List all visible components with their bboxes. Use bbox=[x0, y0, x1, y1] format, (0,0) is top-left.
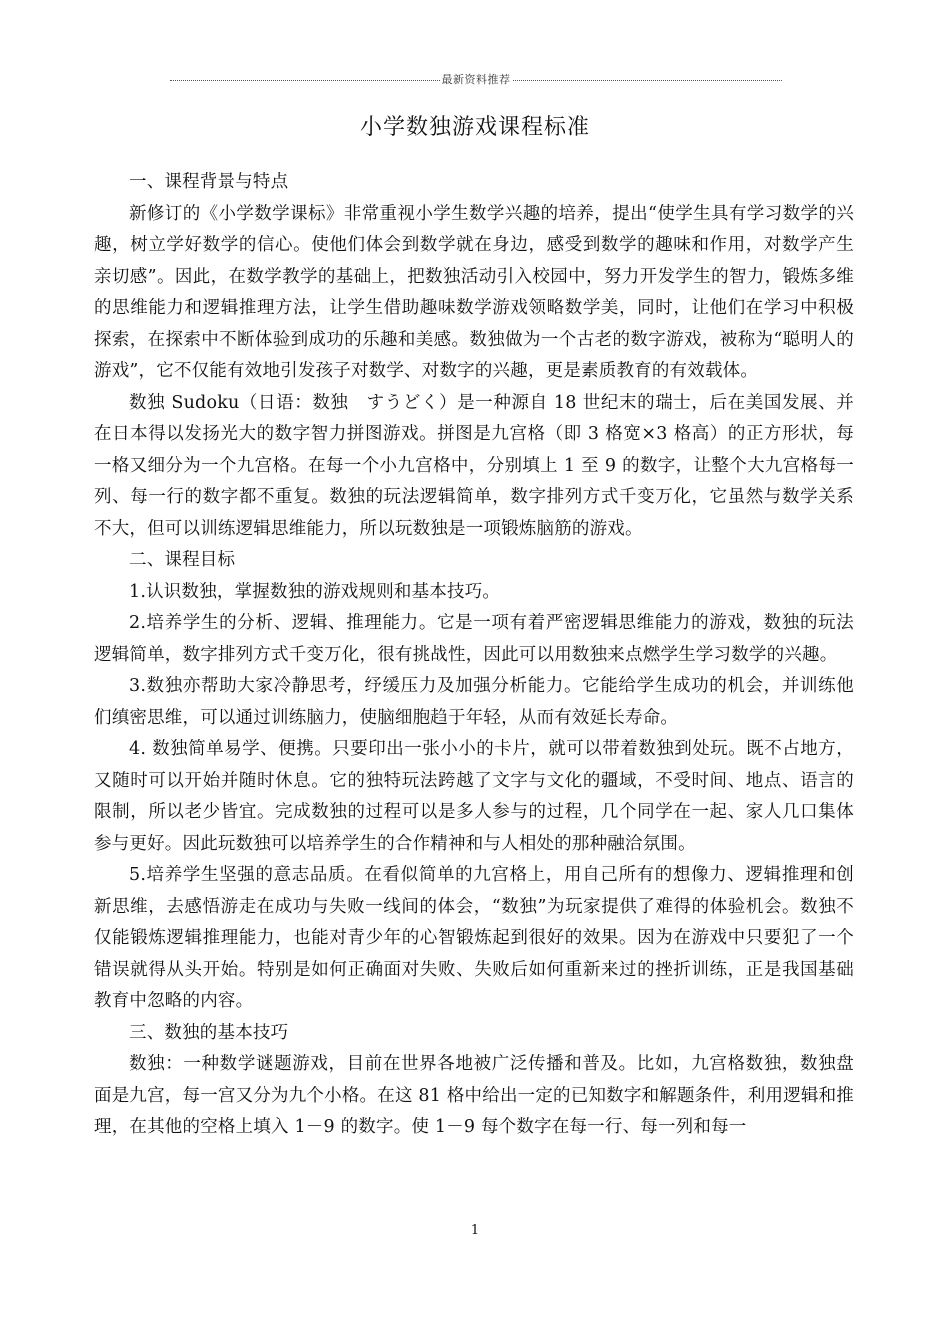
page-number: 1 bbox=[470, 1223, 480, 1238]
header-dotted-line-right bbox=[513, 80, 783, 81]
section-heading-3: 三、数独的基本技巧 bbox=[129, 1022, 289, 1043]
goal-item-1: 1.认识数独，掌握数独的游戏规则和基本技巧。 bbox=[129, 581, 501, 602]
document-body bbox=[94, 167, 854, 1144]
section-heading-2: 二、课程目标 bbox=[129, 550, 236, 570]
goal-item-5: 5.培养学生坚强的意志品质。在看似简单的九宫格上，用自己所有的想像力、逻辑推理和创新思维，去感悟游走在成功与失败一线间的体会，“数独”为玩家提供了难得的体验机会。数独不仅能锻炼逻辑推理能力，也能对青少年的心智锻炼起到很好的效果。因为在游戏中只要犯了一个错误就得从头开始。特别是如何正确面对失败、失败后如何重新来过的挫折训练，正是我国基础教育中忽略的内容。 bbox=[94, 865, 854, 1011]
goal-item-3: 3.数独亦帮助大家冷静思考，纾缓压力及加强分析能力。它能给学生成功的机会，并训练他们缜密思维，可以通过训练脑力，使脑细胞趋于年轻，从而有效延长寿命。 bbox=[94, 676, 854, 728]
paragraph: 数独 Sudoku（日语：数独 すうどく）是一种源自 18 世纪末的瑞士，后在美国发展、并在日本得以发扬光大的数字智力拼图游戏。拼图是九宫格（即 3 格宽×3 格高）的正方形状，每一格又细分为一个九宫格。在每一个小九宫格中，分别填上 1 至 9 的数字，让整个大九宫格每一列、每一行的数字都不重复。数独的玩法逻辑简单，数字排列方式千变万化，它虽然与数学关系不大，但可以训练逻辑思维能力，所以玩数独是一项锻炼脑筋的游戏。 bbox=[94, 392, 854, 539]
paragraph: 数独：一种数学谜题游戏，目前在世界各地被广泛传播和普及。比如，九宫格数独，数独盘面是九宫，每一宫又分为九个小格。在这 81 格中给出一定的已知数字和解题条件，利用逻辑和推理，在其他的空格上填入 1－9 的数字。使 1－9 每个数字在每一行、每一列和每一 bbox=[94, 1054, 854, 1137]
document-title: 小学数独游戏课程标准 bbox=[359, 115, 590, 140]
goal-item-2: 2.培养学生的分析、逻辑、推理能力。它是一项有着严密逻辑思维能力的游戏，数独的玩法逻辑简单，数字排列方式千变万化，很有挑战性，因此可以用数独来点燃学生学习数学的兴趣。 bbox=[94, 613, 854, 665]
header-dotted-line-left bbox=[170, 80, 440, 81]
header-text: 最新资料推荐 bbox=[441, 73, 511, 86]
paragraph: 新修订的《小学数学课标》非常重视小学生数学兴趣的培养，提出“使学生具有学习数学的兴趣，树立学好数学的信心。使他们体会到数学就在身边，感受到数学的趣味和作用，对数学产生亲切感”。因此，在数学教学的基础上，把数独活动引入校园中，努力开发学生的智力，锻炼多维的思维能力和逻辑推理方法，让学生借助趣味数学游戏领略数学美，同时，让他们在学习中积极探索，在探索中不断体验到成功的乐趣和美感。数独做为一个古老的数字游戏，被称为“聪明人的游戏”，它不仅能有效地引发孩子对数学、对数字的兴趣，更是素质教育的有效载体。 bbox=[94, 203, 854, 381]
goal-item-4: 4. 数独简单易学、便携。只要印出一张小小的卡片，就可以带着数独到处玩。既不占地方，又随时可以开始并随时休息。它的独特玩法跨越了文字与文化的疆域，不受时间、地点、语言的限制，所以老少皆宜。完成数独的过程可以是多人参与的过程，几个同学在一起、家人几口集体参与更好。因此玩数独可以培养学生的合作精神和与人相处的那种融洽氛围。 bbox=[94, 739, 854, 854]
page-header bbox=[170, 72, 782, 86]
section-heading-1: 一、课程背景与特点 bbox=[129, 172, 289, 192]
